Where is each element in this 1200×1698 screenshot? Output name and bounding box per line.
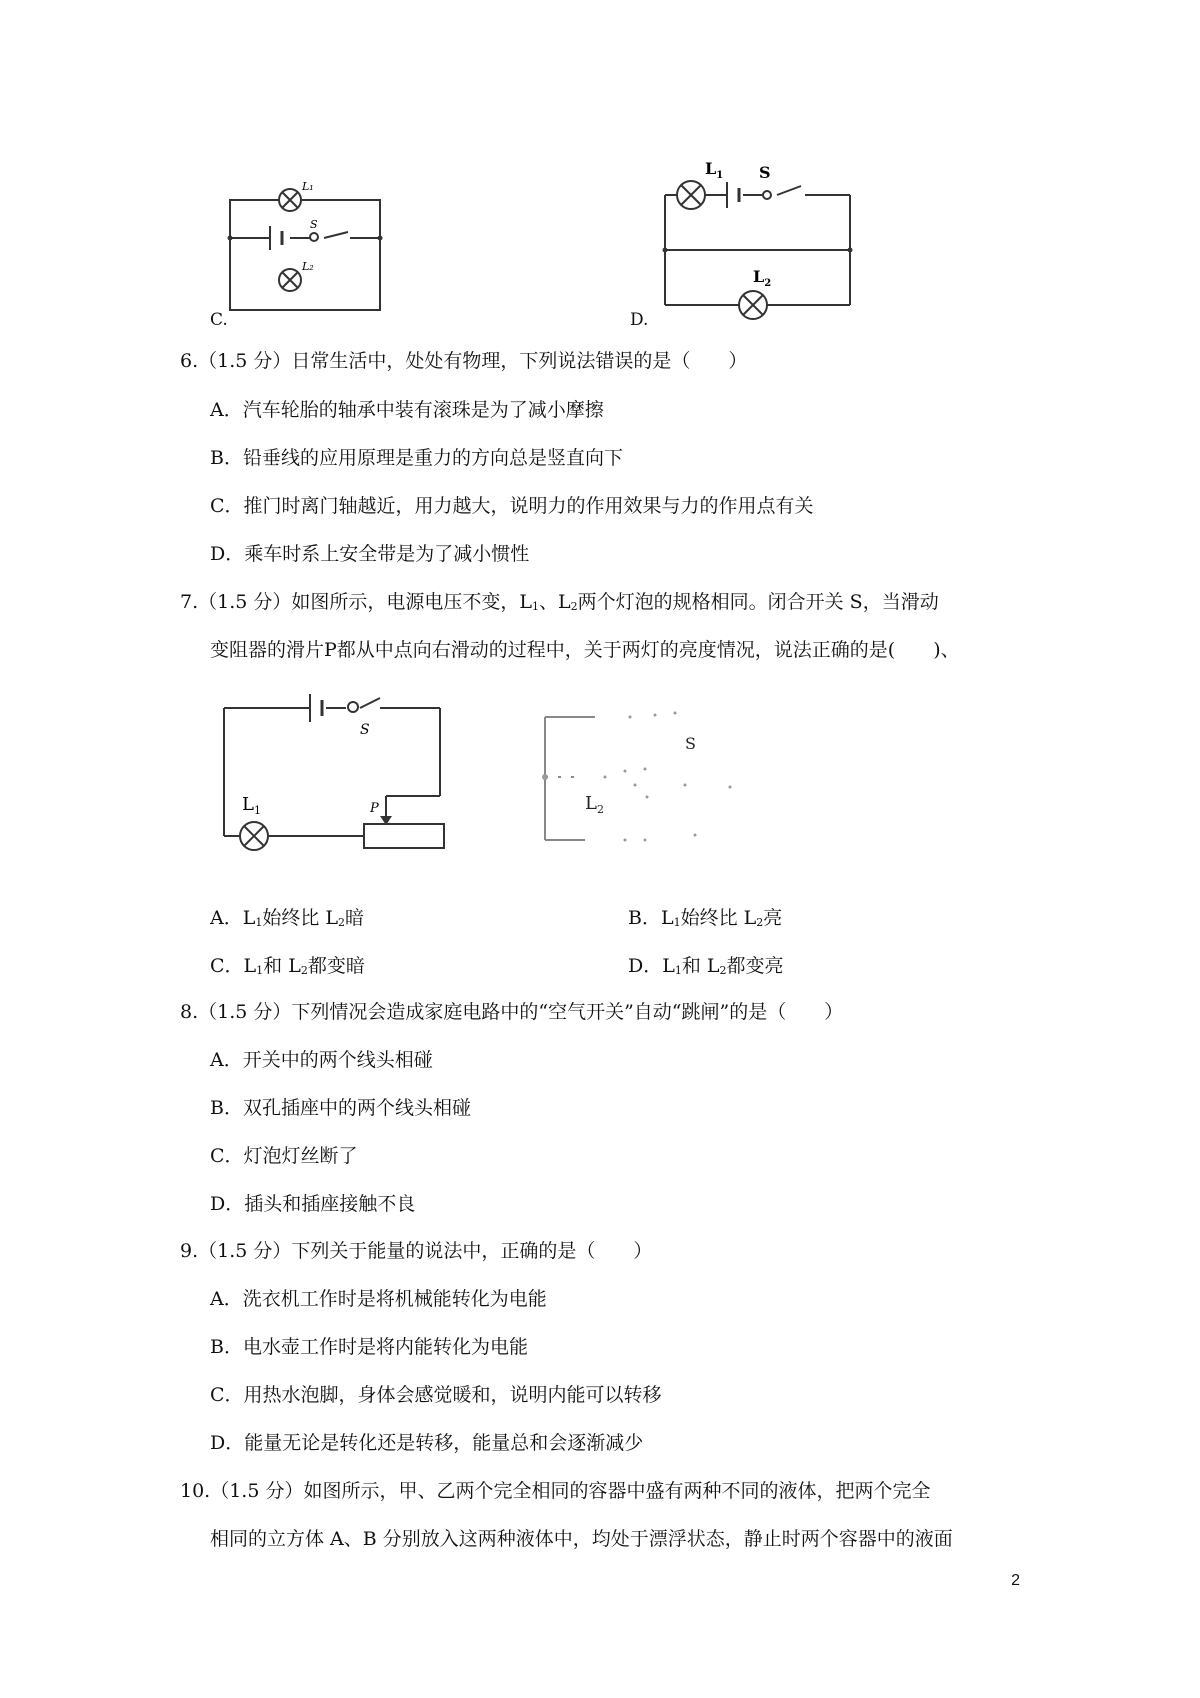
switch-s-label: S	[685, 734, 696, 753]
question-9-option-b: B．电水壶工作时是将内能转化为电能	[210, 1336, 528, 1358]
question-9-option-d: D．能量无论是转化还是转移，能量总和会逐渐减少	[210, 1432, 644, 1454]
question-7-stem-continued: 变阻器的滑片P都从中点向右滑动的过程中，关于两灯的亮度情况，说法正确的是( )、	[210, 639, 960, 661]
question-8-stem: 8.（1.5 分）下列情况会造成家庭电路中的“空气开关”自动“跳闸”的是（ ）	[180, 1001, 844, 1023]
question-8-option-b: B．双孔插座中的两个线头相碰	[210, 1097, 471, 1119]
lamp-l1-label: $L_1$	[242, 794, 261, 817]
circuit-figure-q7-b	[535, 705, 755, 855]
question-6-stem: 6.（1.5 分）日常生活中，处处有物理，下列说法错误的是（ ）	[180, 350, 748, 372]
question-8-option-d: D．插头和插座接触不良	[210, 1193, 416, 1215]
lamp-l2-label: $L_2$	[753, 267, 772, 289]
lamp-l2-label: $L_2$	[585, 793, 604, 816]
question-7-option-d: D．$L_1$和 $L_2$都变亮	[628, 955, 784, 977]
question-6-option-c: C．推门时离门轴越近，用力越大，说明力的作用效果与力的作用点有关	[210, 495, 814, 517]
switch-s-label: S	[310, 218, 318, 231]
circuit-figure-q7-a	[210, 690, 460, 860]
lamp-l2-label: L₂	[302, 260, 314, 273]
lamp-l1-label: L₁	[302, 180, 314, 193]
question-7-option-a: A．$L_1$始终比 $L_2$暗	[210, 907, 365, 929]
question-9-stem: 9.（1.5 分）下列关于能量的说法中，正确的是（ ）	[180, 1240, 653, 1262]
question-10-stem: 10.（1.5 分）如图所示，甲、乙两个完全相同的容器中盛有两种不同的液体，把两个完全	[180, 1480, 931, 1502]
question-7-option-c: C．$L_1$和 $L_2$都变暗	[210, 955, 365, 977]
lamp-l1-label: $L_1$	[705, 159, 724, 181]
question-6-option-a: A．汽车轮胎的轴承中装有滚珠是为了减小摩擦	[210, 399, 604, 421]
question-7-stem: 7.（1.5 分）如图所示，电源电压不变，$L_1$、$L_2$两个灯泡的规格相同。闭合开关 S，当滑动	[180, 591, 939, 613]
option-d-label: D.	[630, 310, 649, 330]
page-number: 2	[1011, 1572, 1020, 1589]
question-8-option-c: C．灯泡灯丝断了	[210, 1145, 358, 1167]
circuit-figure-c	[200, 180, 430, 320]
option-c-label: C.	[210, 310, 228, 330]
switch-s-label: S	[759, 163, 771, 182]
question-10-stem-continued: 相同的立方体 A、B 分别放入这两种液体中，均处于漂浮状态，静止时两个容器中的液面	[210, 1528, 953, 1550]
slider-p-label: P	[370, 801, 379, 816]
question-6-option-d: D．乘车时系上安全带是为了减小惯性	[210, 543, 530, 565]
question-9-option-c: C．用热水泡脚，身体会感觉暖和，说明内能可以转移	[210, 1384, 662, 1406]
question-8-option-a: A．开关中的两个线头相碰	[210, 1049, 433, 1071]
circuit-figure-d	[655, 150, 885, 330]
question-7-option-b: B．$L_1$始终比 $L_2$亮	[628, 907, 783, 929]
question-6-option-b: B．铅垂线的应用原理是重力的方向总是竖直向下	[210, 447, 623, 469]
question-9-option-a: A．洗衣机工作时是将机械能转化为电能	[210, 1288, 547, 1310]
switch-s-label: S	[360, 722, 370, 738]
